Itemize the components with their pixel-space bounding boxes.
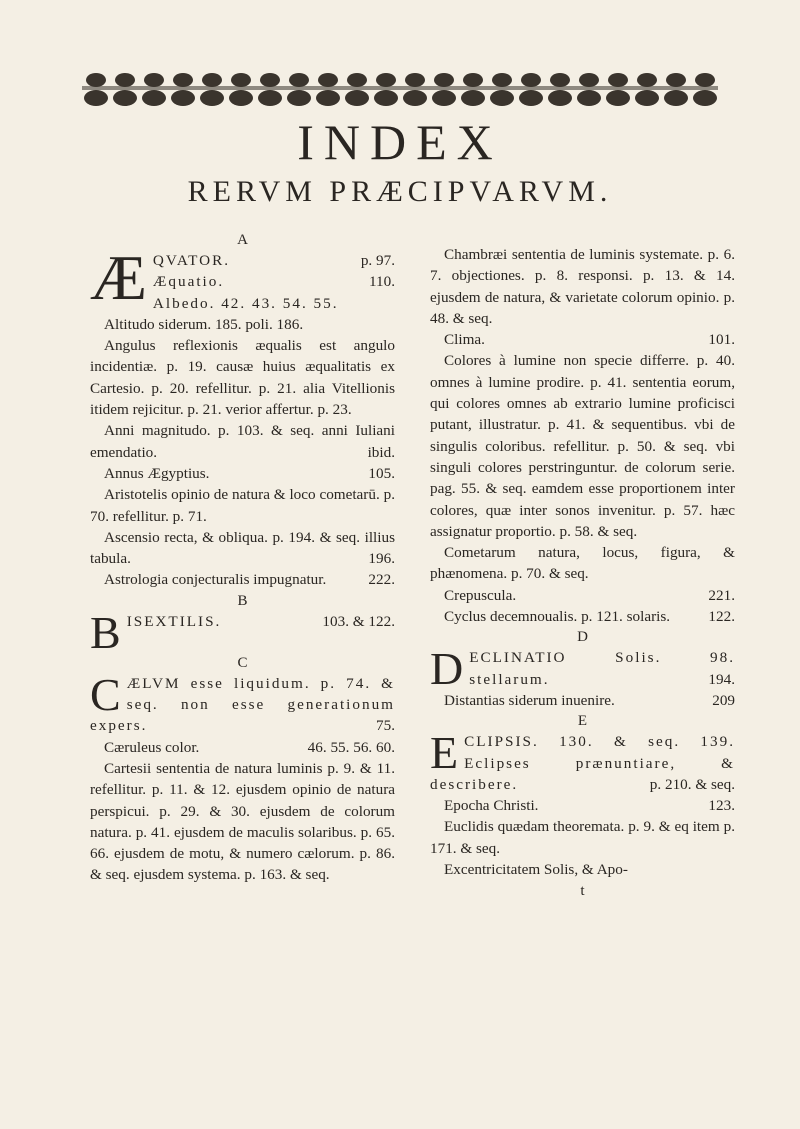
entry-line bbox=[430, 643, 735, 695]
entry-text: CLIPSIS. 130. & seq. 139. Eclipses prænuntiare, & describere. bbox=[430, 733, 735, 793]
fleuron-top bbox=[463, 73, 483, 87]
section-letter: E bbox=[577, 713, 588, 730]
entry-text: Astrologia conjecturalis impugnatur. bbox=[104, 571, 327, 589]
index-entry bbox=[430, 244, 735, 329]
entry-page: p. 97. bbox=[360, 252, 395, 269]
index-entry bbox=[430, 727, 735, 795]
entry-text: Clima. bbox=[444, 331, 485, 349]
fleuron-top bbox=[289, 73, 309, 87]
header-ornament-band bbox=[82, 66, 718, 112]
catchword: t bbox=[580, 882, 585, 900]
drop-cap: Æ bbox=[90, 242, 147, 313]
entry-text: Ascensio recta, & obliqua. p. 194. & seq. illius tabula. bbox=[90, 528, 395, 568]
fleuron-bottom bbox=[142, 90, 166, 106]
fleuron-top bbox=[405, 73, 425, 87]
index-entry bbox=[430, 859, 735, 880]
fleuron-top bbox=[550, 73, 570, 87]
drop-cap: B bbox=[90, 606, 121, 658]
index-entry bbox=[430, 690, 735, 711]
fleuron-bottom bbox=[287, 90, 311, 106]
entry-page: 222. bbox=[368, 571, 395, 589]
fleuron-bottom bbox=[664, 90, 688, 106]
fleuron-top bbox=[666, 73, 686, 87]
entry-page: 105. bbox=[368, 464, 395, 482]
entry-text: Æquatio. bbox=[152, 273, 225, 291]
section-letter: B bbox=[237, 592, 248, 609]
entry-text: Cometarum natura, locus, figura, & phænomena. p. 70. & seq. bbox=[430, 544, 735, 583]
fleuron-bottom bbox=[490, 90, 514, 106]
index-entry bbox=[430, 329, 735, 350]
index-entry bbox=[430, 606, 735, 627]
fleuron-top bbox=[637, 73, 657, 87]
entry-page: 75. bbox=[376, 717, 395, 735]
fleuron-bottom bbox=[548, 90, 572, 106]
index-entry bbox=[90, 242, 395, 314]
entry-page: 221. bbox=[708, 586, 735, 604]
index-column-right bbox=[430, 244, 735, 902]
entry-text: Distantias siderum inuenire. bbox=[444, 691, 615, 709]
fleuron-top bbox=[521, 73, 541, 87]
index-entry bbox=[90, 463, 395, 484]
entry-page: 209 bbox=[712, 691, 735, 709]
fleuron-bottom bbox=[345, 90, 369, 106]
fleuron-bottom bbox=[200, 90, 224, 106]
entry-text: Angulus reflexionis æqualis est angulo incidentiæ. p. 19. causæ huius æqualitatis ex Cartesio. p. 20. refellitur. p. 21. alia Vitellionis itidem rejicitur. p. 21. verior affertur. p. 23. bbox=[90, 337, 395, 419]
fleuron-bottom bbox=[635, 90, 659, 106]
fleuron-bottom bbox=[316, 90, 340, 106]
entry-page: p. 210. & seq. bbox=[649, 775, 735, 793]
section-letter: D bbox=[577, 629, 588, 646]
entry-text: Excentricitatem Solis, & Apo- bbox=[444, 861, 628, 879]
fleuron-bottom bbox=[403, 90, 427, 106]
index-entry bbox=[430, 542, 735, 585]
entry-page: 122. bbox=[708, 608, 735, 626]
index-entry bbox=[90, 569, 395, 590]
index-entry bbox=[90, 484, 395, 527]
fleuron-top bbox=[434, 73, 454, 87]
index-entry bbox=[90, 737, 395, 758]
fleuron-bottom bbox=[693, 90, 717, 106]
fleuron-top bbox=[608, 73, 628, 87]
fleuron-top bbox=[144, 73, 164, 87]
index-entry bbox=[90, 420, 395, 463]
fleuron-top bbox=[492, 73, 512, 87]
entry-line bbox=[90, 611, 395, 632]
entry-text: Altitudo siderum. 185. poli. 186. bbox=[104, 315, 304, 333]
fleuron-bottom bbox=[171, 90, 195, 106]
entry-text: ECLINATIO Solis. 98. stellarum. bbox=[469, 649, 735, 688]
entry-page: 46. 55. 56. 60. bbox=[307, 738, 395, 756]
entry-text: Cæruleus color. bbox=[104, 738, 200, 756]
index-entry bbox=[90, 335, 395, 420]
fleuron-top bbox=[173, 73, 193, 87]
entry-text: ÆLVM esse liquidum. p. 74. & seq. non esse generationum expers. bbox=[90, 674, 395, 735]
entry-text: Epocha Christi. bbox=[444, 797, 539, 815]
fleuron-bottom bbox=[229, 90, 253, 106]
entry-page: 101. bbox=[708, 331, 735, 349]
fleuron-bottom bbox=[84, 90, 108, 106]
entry-text: Euclidis quædam theoremata. p. 9. & eq item p. 171. & seq. bbox=[430, 818, 735, 857]
entry-text: Albedo. 42. 43. 54. 55. bbox=[152, 294, 339, 312]
fleuron-top bbox=[695, 73, 715, 87]
entry-text: Cartesii sententia de natura luminis p. 9. & 11. refellitur. p. 11. & 12. ejusdem opinio de natura perspicui. p. 29. & 30. ejusdem de colorum natura. p. 41. ejusdem de maculis solaribus. p. 65. 66. ejusdem de motu, & numero cælorum. p. 86. & seq. ejusdem systema. p. 163. & seq. bbox=[90, 759, 395, 884]
fleuron-bottom bbox=[113, 90, 137, 106]
drop-cap: C bbox=[90, 668, 121, 720]
index-entry bbox=[90, 606, 395, 658]
index-column-left bbox=[90, 230, 395, 886]
drop-cap: D bbox=[430, 643, 464, 695]
index-entry bbox=[90, 314, 395, 335]
fleuron-bottom bbox=[519, 90, 543, 106]
fleuron-bottom bbox=[374, 90, 398, 106]
entry-text: Anni magnitudo. p. 103. & seq. anni Iuliani emendatio. bbox=[90, 422, 395, 461]
fleuron-bottom bbox=[432, 90, 456, 106]
fleuron-top bbox=[347, 73, 367, 87]
page-title: INDEX bbox=[297, 114, 503, 170]
fleuron-top bbox=[579, 73, 599, 87]
index-entry bbox=[430, 643, 735, 695]
entry-text: ISEXTILIS. bbox=[126, 612, 222, 630]
entry-page: 103. & 122. bbox=[322, 612, 395, 630]
entry-text: QVATOR. bbox=[152, 252, 231, 269]
page-subtitle: RERVM PRÆCIPVARVM. bbox=[187, 175, 613, 208]
entry-page: ibid. bbox=[367, 443, 395, 461]
fleuron-top bbox=[318, 73, 338, 87]
fleuron-top bbox=[86, 73, 106, 87]
entry-text: Annus Ægyptius. bbox=[104, 464, 210, 482]
fleuron-top bbox=[115, 73, 135, 87]
fleuron-bottom bbox=[258, 90, 282, 106]
index-entry bbox=[430, 585, 735, 606]
entry-text: Aristotelis opinio de natura & loco cometarū. p. 70. refellitur. p. 71. bbox=[90, 486, 395, 525]
fleuron-top bbox=[260, 73, 280, 87]
entry-page: 123. bbox=[708, 797, 735, 815]
fleuron-top bbox=[202, 73, 222, 87]
entry-page: 110. bbox=[368, 273, 395, 291]
drop-cap: E bbox=[430, 727, 459, 779]
entry-text: Chambræi sententia de luminis systemate. p. 6. 7. objectiones. p. 8. responsi. p. 13. & 14. ejusdem de natura, & varietate colorum opinio. p. 48. & seq. bbox=[430, 246, 735, 327]
index-entry bbox=[90, 527, 395, 570]
entry-text: Colores à lumine non specie differre. p. 40. omnes à lumine prodire. p. 41. sententia eorum, qui colores omnes ab extrario lumine proficisci putant, illustratur. p. 41. & sequentibus. vbi de singulis coloribus. refellitur. p. 50. & seq. vbi singuli colores perstringuntur. de colorum serie. pag. 55. & seq. eamdem esse proportionem inter colores, quæ inter sonos invenitur. p. 57. hæc assignatur proportio. p. 58. & seq. bbox=[430, 352, 735, 540]
fleuron-top bbox=[376, 73, 396, 87]
fleuron-top bbox=[231, 73, 251, 87]
index-entry bbox=[430, 816, 735, 859]
section-letter: C bbox=[237, 654, 248, 671]
section-letter: A bbox=[237, 232, 248, 248]
entry-text: Cyclus decemnoualis. p. 121. solaris. bbox=[444, 608, 671, 626]
entry-text: Crepuscula. bbox=[444, 586, 517, 604]
index-entry bbox=[430, 795, 735, 816]
fleuron-bottom bbox=[461, 90, 485, 106]
index-entry bbox=[430, 350, 735, 542]
entry-line bbox=[90, 668, 395, 737]
entry-page: 196. bbox=[368, 550, 395, 568]
fleuron-bottom bbox=[577, 90, 601, 106]
entry-line bbox=[430, 727, 735, 795]
index-entry bbox=[90, 668, 395, 737]
entry-page: 194. bbox=[708, 670, 735, 688]
index-entry bbox=[90, 758, 395, 886]
fleuron-bottom bbox=[606, 90, 630, 106]
